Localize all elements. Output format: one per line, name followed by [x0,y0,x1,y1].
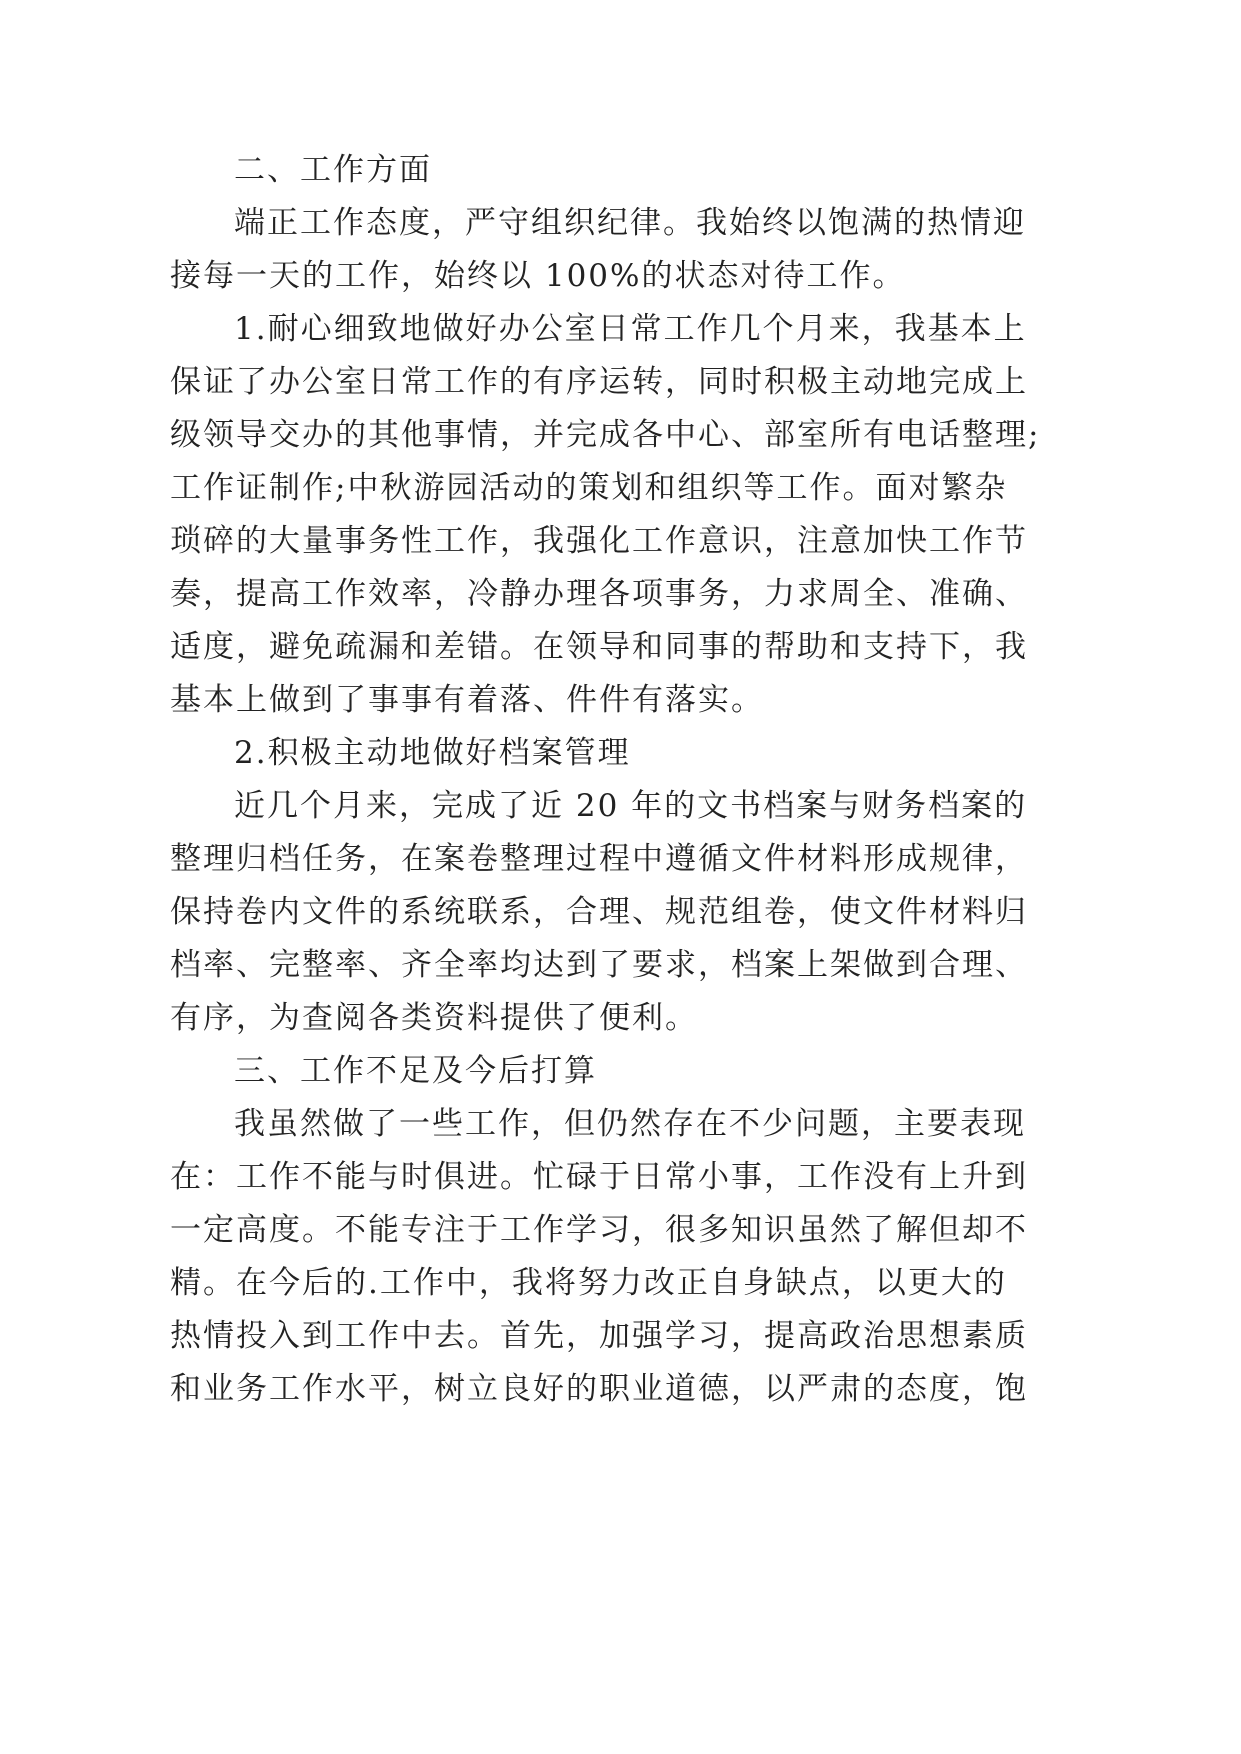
paragraph-line: 在：工作不能与时俱进。忙碌于日常小事，工作没有上升到 [170,1159,1028,1195]
paragraph-line: 接每一天的工作，始终以 100%的状态对待工作。 [170,258,906,294]
list-item-heading: 1.耐心细致地做好办公室日常工作几个月来，我基本上 [234,311,1027,347]
paragraph-line: 端正工作态度，严守组织纪律。我始终以饱满的热情迎 [234,205,1026,241]
paragraph-line: 级领导交办的其他事情，并完成各中心、部室所有电话整理; [170,417,1041,453]
paragraph-line: 有序，为查阅各类资料提供了便利。 [170,1000,698,1036]
paragraph-line: 和业务工作水平，树立良好的职业道德，以严肃的态度，饱 [170,1371,1028,1407]
paragraph-line: 琐碎的大量事务性工作，我强化工作意识，注意加快工作节 [170,523,1028,559]
paragraph-line: 热情投入到工作中去。首先，加强学习，提高政治思想素质 [170,1318,1028,1354]
paragraph-line: 保证了办公室日常工作的有序运转，同时积极主动地完成上 [170,364,1028,400]
list-item-heading: 2.积极主动地做好档案管理 [234,735,631,771]
paragraph-line: 适度，避免疏漏和差错。在领导和同事的帮助和支持下，我 [170,629,1028,665]
paragraph-line: 奏，提高工作效率，冷静办理各项事务，力求周全、准确、 [170,576,1028,612]
paragraph-line: 保持卷内文件的系统联系，合理、规范组卷，使文件材料归 [170,894,1028,930]
paragraph-line: 档率、完整率、齐全率均达到了要求，档案上架做到合理、 [170,947,1028,983]
paragraph-line: 近几个月来，完成了近 20 年的文书档案与财务档案的 [234,788,1028,824]
paragraph-line: 我虽然做了一些工作，但仍然存在不少问题，主要表现 [234,1106,1026,1142]
paragraph-line: 工作证制作;中秋游园活动的策划和组织等工作。面对繁杂 [170,470,1008,506]
paragraph-line: 一定高度。不能专注于工作学习，很多知识虽然了解但却不 [170,1212,1028,1248]
section-heading-shortcomings: 三、工作不足及今后打算 [234,1053,597,1089]
section-heading-work: 二、工作方面 [234,152,432,188]
paragraph-line: 基本上做到了事事有着落、件件有落实。 [170,682,764,718]
paragraph-line: 整理归档任务，在案卷整理过程中遵循文件材料形成规律， [170,841,1028,877]
paragraph-line: 精。在今后的.工作中，我将努力改正自身缺点，以更大的 [170,1265,1007,1301]
